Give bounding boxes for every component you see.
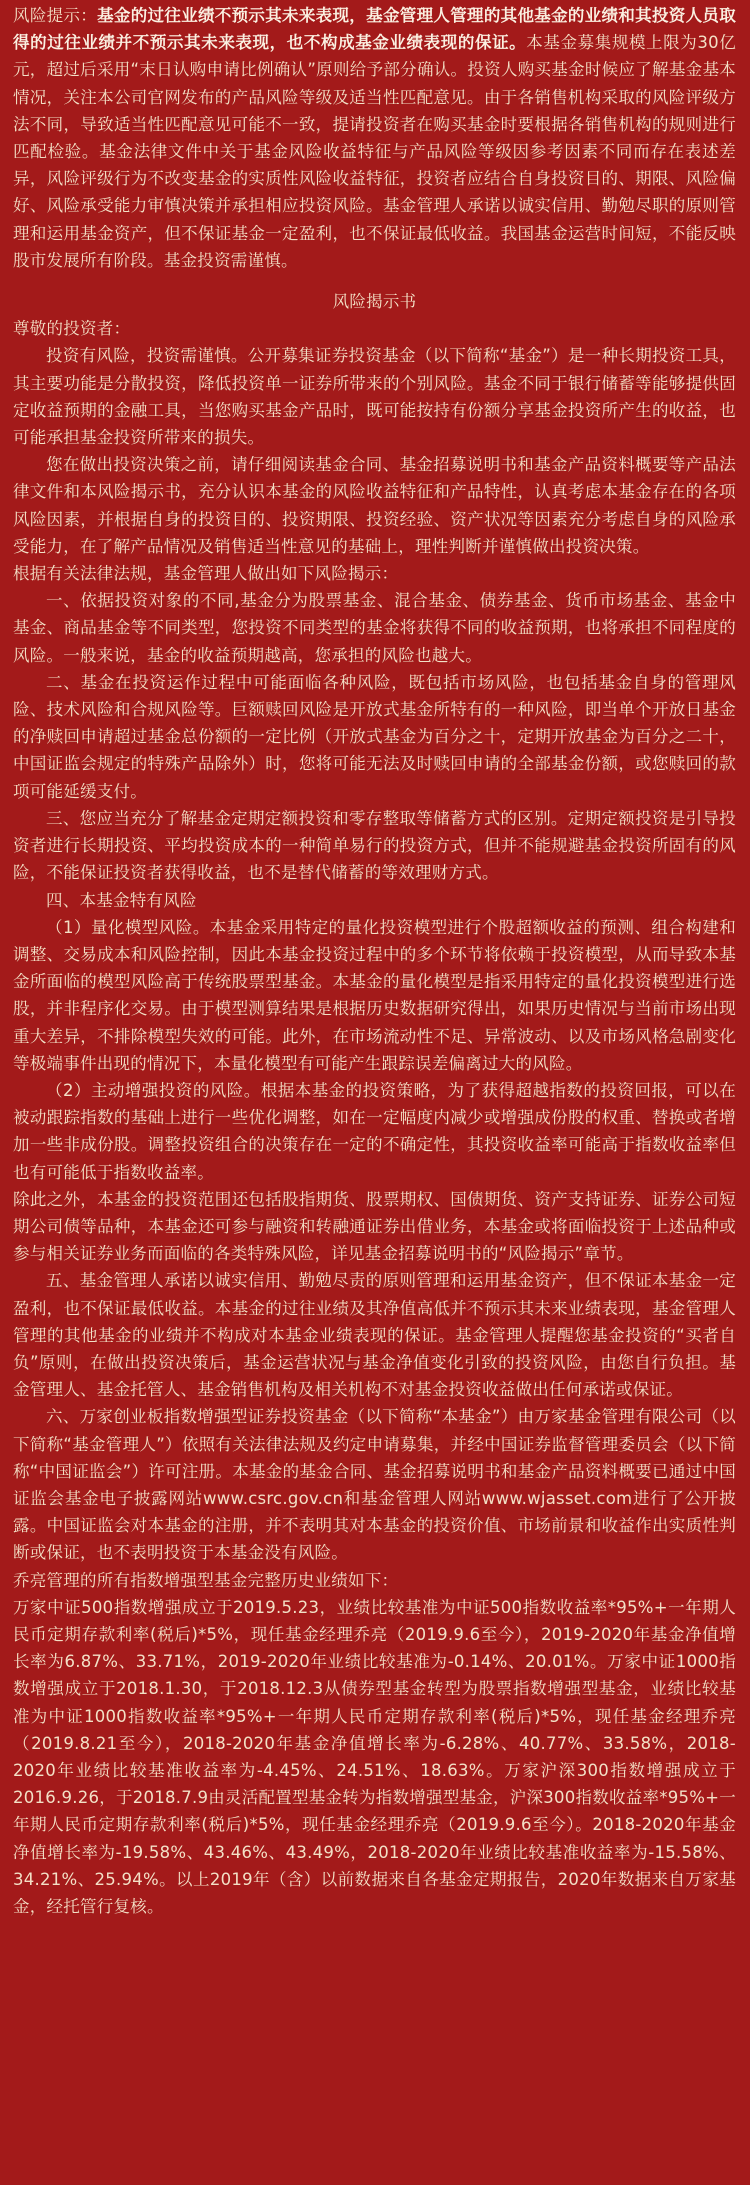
- risk-item-4-heading: 四、本基金特有风险: [46, 890, 197, 910]
- risk-tip-paragraph: [13, 2, 736, 274]
- risk-item-5: 五、基金管理人承诺以诚实信用、勤勉尽责的原则管理和运用基金资产，但不保证本基金一定盈利，也不保证最低收益。本基金的过往业绩及其净值高低并不预示其未来业绩表现，基金管理人管理的其他基金的业绩并不构成对本基金业绩表现的保证。基金管理人提醒您基金投资的“买者自负”原则，在做出投资决策后，基金运营状况与基金净值变化引致的投资风险，由您自行负担。基金管理人、基金托管人、基金销售机构及相关机构不对基金投资收益做出任何承诺或保证。: [13, 1271, 736, 1400]
- history-intro: 乔亮管理的所有指数增强型基金完整历史业绩如下：: [13, 1570, 399, 1590]
- special-risk-active-enhancement: （2）主动增强投资的风险。根据本基金的投资策略，为了获得超越指数的投资回报，可以在被动跟踪指数的基础上进行一些优化调整，如在一定幅度内减少或增强成份股的权重、替换或者增加一些非成份股。调整投资组合的决策存在一定的不确定性，其投资收益率可能高于指数收益率但也有可能低于指数收益率。: [13, 1080, 736, 1182]
- history-performance: 万家中证500指数增强成立于2019.5.23，业绩比较基准为中证500指数收益率*95%+一年期人民币定期存款利率(税后)*5%，现任基金经理乔亮（2019.9.6至今），2019-2020年基金净值增长率为6.87%、33.71%，2019-2020年业绩比较基准为-0.14%、20.01%。万家中证1000指数增强成立于2018.1.30，于2018.12.3从债券型基金转型为股票指数增强型基金，业绩比较基准为中证1000指数收益率*95%+一年期人民币定期存款利率(税后)*5%，现任基金经理乔亮（2019.8.21至今），2018-2020年基金净值增长率为-6.28%、40.77%、33.58%，2018-2020年业绩比较基准收益率为-4.45%、24.51%、18.63%。万家沪深300指数增强成立于2016.9.26，于2018.7.9由灵活配置型基金转为指数增强型基金，沪深300指数收益率*95%+一年期人民币定期存款利率(税后)*5%，现任基金经理乔亮（2019.9.6至今）。2018-2020年基金净值增长率为-19.58%、43.46%、43.49%，2018-2020年业绩比较基准收益率为-15.58%、34.21%、25.94%。以上2019年（含）以前数据来自各基金定期报告，2020年数据来自万家基金，经托管行复核。: [13, 1597, 736, 1917]
- risk-tip-bold-text: 基金的过往业绩不预示其未来表现，基金管理人管理的其他基金的业绩和其投资人员取得的过往业绩并不预示其未来表现，也不构成基金业绩表现的保证。: [13, 6, 737, 53]
- disclosure-greeting: 尊敬的投资者：: [13, 319, 131, 339]
- risk-item-3: 三、您应当充分了解基金定期定额投资和零存整取等储蓄方式的区别。定期定额投资是引导投资者进行长期投资、平均投资成本的一种简单易行的投资方式，但并不能规避基金投资所固有的风险，不能保证投资者获得收益，也不是替代储蓄的等效理财方式。: [13, 808, 736, 883]
- disclosure-title: 风险揭示书: [332, 292, 417, 312]
- disclosure-paragraph: 您在做出投资决策之前，请仔细阅读基金合同、基金招募说明书和基金产品资料概要等产品法律文件和本风险揭示书，充分认识本基金的风险收益特征和产品特性，认真考虑本基金存在的各项风险因素，并根据自身的投资目的、投资期限、投资经验、资产状况等因素充分考虑自身的风险承受能力，在了解产品情况及销售适当性意见的基础上，理性判断并谨慎做出投资决策。: [13, 455, 736, 556]
- risk-tip-body-text: 本基金募集规模上限为30亿元，超过后采用“末日认购申请比例确认”原则给予部分确认。投资人购买基金时候应了解基金基本情况，关注本公司官网发布的产品风险等级及适当性匹配意见。由于各销售机构采取的风险评级方法不同，导致适当性匹配意见可能不一致，提请投资者在购买基金时要根据各销售机构的规则进行匹配检验。基金法律文件中关于基金风险收益特征与产品风险等级因参考因素不同而存在表述差异，风险评级行为不改变基金的实质性风险收益特征，投资者应结合自身投资目的、期限、风险偏好、风险承受能力审慎决策并承担相应投资风险。基金管理人承诺以诚实信用、勤勉尽职的原则管理和运用基金资产，但不保证基金一定盈利，也不保证最低收益。我国基金运营时间短，不能反映股市发展所有阶段。基金投资需谨慎。: [13, 33, 737, 270]
- law-intro: 根据有关法律法规，基金管理人做出如下风险揭示：: [13, 564, 399, 584]
- risk-item-2: 二、基金在投资运作过程中可能面临各种风险，既包括市场风险，也包括基金自身的管理风险、技术风险和合规风险等。巨额赎回风险是开放式基金所特有的一种风险，即当单个开放日基金的净赎回申请超过基金总份额的一定比例（开放式基金为百分之十，定期开放基金为百分之二十，中国证监会规定的特殊产品除外）时，您将可能无法及时赎回申请的全部基金份额，或您赎回的款项可能延缓支付。: [13, 672, 736, 801]
- disclosure-paragraph: 投资有风险，投资需谨慎。公开募集证券投资基金（以下简称“基金”）是一种长期投资工具，其主要功能是分散投资，降低投资单一证券所带来的个别风险。基金不同于银行储蓄等能够提供固定收益预期的金融工具，当您购买基金产品时，既可能按持有份额分享基金投资所产生的收益，也可能承担基金投资所带来的损失。: [13, 346, 736, 448]
- special-risk-quant-model: （1）量化模型风险。本基金采用特定的量化投资模型进行个股超额收益的预测、组合构建和调整、交易成本和风险控制，因此本基金投资过程中的多个环节将依赖于投资模型，从而导致本基金所面临的模型风险高于传统股票型基金。本基金的量化模型是指采用特定的量化投资模型进行选股，并非程序化交易。由于模型测算结果是根据历史数据研究得出，如果历史情况与当前市场出现重大差异，不排除模型失效的可能。此外，在市场流动性不足、异常波动、以及市场风格急剧变化等极端事件出现的情况下，本量化模型有可能产生跟踪误差偏离过大的风险。: [13, 917, 736, 1073]
- risk-tip-label: 风险提示：: [13, 6, 98, 25]
- risk-item-6: 六、万家创业板指数增强型证券投资基金（以下简称“本基金”）由万家基金管理有限公司（以下简称“基金管理人”）依照有关法律法规及约定申请募集，并经中国证券监督管理委员会（以下简称“中国证监会”）许可注册。本基金的基金合同、基金招募说明书和基金产品资料概要已通过中国证监会基金电子披露网站www.csrc.gov.cn和基金管理人网站www.wjasset.com进行了公开披露。中国证监会对本基金的注册，并不表明其对本基金的投资价值、市场前景和收益作出实质性判断或保证，也不表明投资于本基金没有风险。: [13, 1407, 736, 1563]
- risk-item-1: 一、依据投资对象的不同,基金分为股票基金、混合基金、债券基金、货币市场基金、基金中基金、商品基金等不同类型，您投资不同类型的基金将获得不同的收益预期，也将承担不同程度的风险。一般来说，基金的收益预期越高，您承担的风险也越大。: [13, 591, 736, 665]
- additional-risk-paragraph: 除此之外，本基金的投资范围还包括股指期货、股票期权、国债期货、资产支持证券、证券公司短期公司债等品种，本基金还可参与融资和转融通证券出借业务，本基金或将面临投资于上述品种或参与相关证券业务而面临的各类特殊风险，详见基金招募说明书的“风险揭示”章节。: [13, 1189, 736, 1264]
